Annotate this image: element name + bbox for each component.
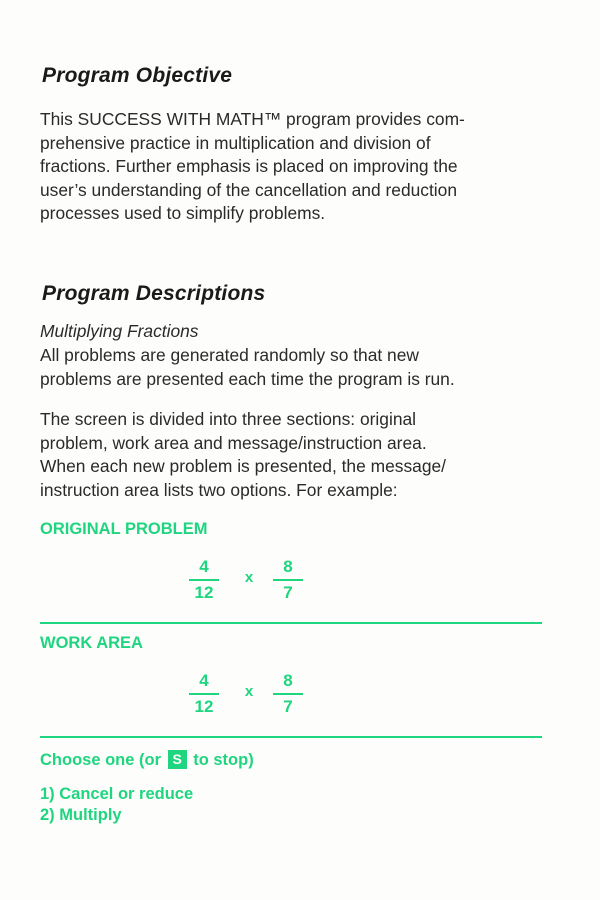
multiply-operator: x	[244, 569, 254, 586]
left-fraction	[184, 671, 224, 717]
choose-prompt	[40, 750, 254, 770]
descriptions-paragraph-2: The screen is divided into three sections: original problem, work area and message/instruction area. When each new problem is presented, the message/ instruction area lists two options. For example:	[40, 409, 447, 500]
choose-suffix: to stop)	[193, 751, 254, 769]
objective-paragraph: This SUCCESS WITH MATH™ program provides com- prehensive practice in multiplication and division of fractions. Further emphasis is placed on improving the user’s understanding of the cancellation and reduction processes used to simplify problems.	[40, 109, 465, 223]
multiplying-fractions-subheading: Multiplying Fractions	[40, 321, 199, 341]
manual-page	[40, 0, 550, 900]
numerator: 4	[199, 671, 209, 690]
denominator: 12	[194, 583, 214, 602]
option-multiply: 2) Multiply	[40, 806, 122, 824]
right-fraction	[268, 671, 308, 717]
denominator: 12	[194, 697, 214, 716]
numerator: 4	[199, 557, 209, 576]
denominator: 7	[283, 697, 293, 716]
original-problem-label: ORIGINAL PROBLEM	[40, 520, 208, 538]
left-fraction	[184, 557, 224, 603]
option-cancel-or-reduce: 1) Cancel or reduce	[40, 785, 194, 803]
multiply-operator: x	[244, 683, 254, 700]
section-divider	[40, 736, 542, 738]
fraction-bar	[189, 579, 219, 581]
right-fraction	[268, 557, 308, 603]
work-area-label: WORK AREA	[40, 634, 143, 652]
stop-key-badge: S	[168, 750, 187, 769]
fraction-bar	[189, 693, 219, 695]
descriptions-paragraph-1: All problems are generated randomly so that new problems are presented each time the program is run.	[40, 345, 455, 389]
original-problem-expression	[40, 557, 550, 603]
objective-heading: Program Objective	[42, 64, 233, 87]
fraction-bar	[273, 693, 303, 695]
denominator: 7	[283, 583, 293, 602]
descriptions-heading: Program Descriptions	[42, 282, 266, 305]
choose-prefix: Choose one (or	[40, 751, 162, 769]
fraction-bar	[273, 579, 303, 581]
numerator: 8	[283, 671, 293, 690]
section-divider	[40, 622, 542, 624]
options-list	[40, 784, 193, 826]
work-area-expression	[40, 671, 550, 717]
numerator: 8	[283, 557, 293, 576]
